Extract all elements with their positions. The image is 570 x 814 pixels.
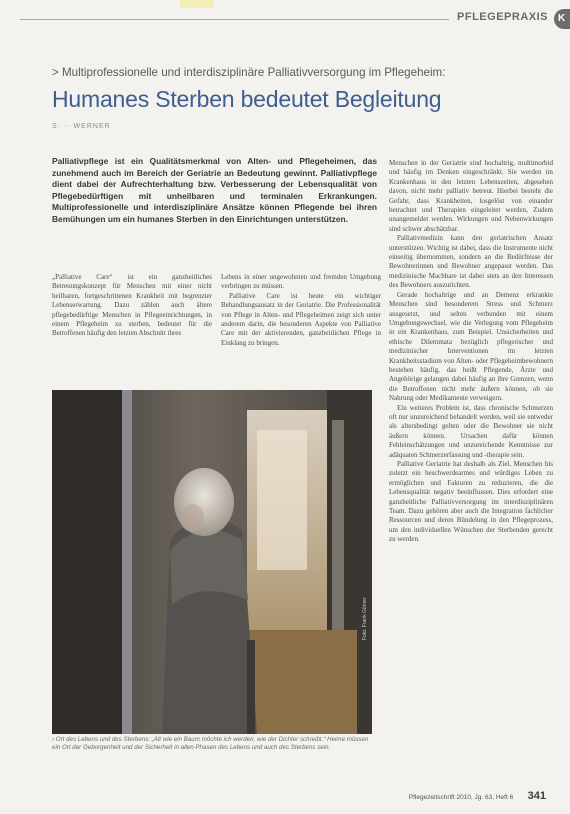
article-author: S· ·· WERNER	[52, 123, 111, 130]
journal-reference: Pflegezeitschrift 2010, Jg. 63, Heft 6	[408, 794, 514, 801]
section-label: PFLEGEPRAXIS	[449, 11, 548, 23]
paragraph: „Palliative Care“ ist ein ganzheitliches Betreuungskonzept für Menschen mit einer nicht heilbaren, fortgeschrittenen Krankheit mit begrenzter Lebenserwartung. Dazu zählen auch ältere pflegebedürftige Menschen in Pflegeeinrichtungen, in einem Pflegeheim zu sterben, bedeutet für die Betroffenen häufig den letzten Abschnitt ihres	[52, 273, 212, 338]
paragraph: Palliativmedizin kann den geriatrischen Ansatz unterstützen. Wichtig ist dabei, dass die Instrumente nicht einseitig übernommen, sondern an die Bedürfnisse der Bewohnerinnen und Bewohner angepasst werden. Das medizinische Machbare ist dabei stets an den Interessen des Bewohners auszurichten.	[389, 234, 553, 290]
paragraph: Gerade hochaltrige und an Demenz erkrankte Menschen sind besonderem Stress und Schmerz ausgesetzt, und selten verbunden mit einem Umgebungswechsel, wie die Verlegung vom Pflegeheim in ein Krankenhaus, zum Beispiel. Unsicherheiten und ethische Dilemmata bezüglich pflegerischer und medizinischer Interventionen im letzten Krankheitsstadium von Alten- oder Pflegeheimbewohnern bestehen häufig, das heißt Pflegende, Ärzte und Angehörige gelangen dabei häufig an ihre Grenzen, wenn die Betroffenen nicht mehr äußern können, ob sie Nahrung oder Medikamente verweigern.	[389, 290, 553, 403]
page-footer	[409, 786, 546, 804]
running-header	[0, 0, 570, 34]
body-column-3	[389, 159, 553, 545]
photo-credit: Foto: Frank Görner	[362, 597, 368, 640]
body-column-2	[221, 273, 381, 348]
section-tab	[554, 9, 570, 29]
paragraph: Lebens in einer ungewohnten und fremden Umgebung verbringen zu müssen.	[221, 273, 381, 291]
body-column-1	[52, 273, 212, 339]
photo-illustration	[52, 390, 372, 734]
article-lead: Palliativpflege ist ein Qualitätsmerkmal von Alten- und Pflegeheimen, das zunehmend auch im Bereich der Geriatrie an Bedeutung gewinnt. Palliativpflege dient dabei der Aufrechterhaltung bzw. Verbesserung der Lebensqualität von Pflegebedürftigen mit unheilbaren und terminalen Erkrankungen. Multiprofessionelle und interdisziplinäre Ansätze können Pflegende bei ihren Bemühungen um ein humanes Sterben in den Einrichtungen unterstützen.	[52, 156, 377, 224]
article-title: Humanes Sterben bedeutet Begleitung	[52, 86, 442, 112]
article-kicker: > Multiprofessionelle und interdisziplinäre Palliativversorgung im Pflegeheim:	[52, 66, 446, 79]
page-number: 341	[527, 790, 546, 802]
paragraph: Ein weiteres Problem ist, dass chronische Schmerzen oft nur unzureichend behandelt werden, weil sie entweder als altersbedingt gelten oder die Bewohner sie nicht äußern können. Ursachen dafür können Fehleinschätzungen und unzureichende Kenntnisse zur adäquaten Schmerzerfassung und -therapie sein.	[389, 403, 553, 459]
paragraph: Palliative Care ist heute ein wichtiger Behandlungsansatz in der Geriatrie. Die Professionalität von Pflege in Alten- und Pflegeheimen zeigt sich unter anderem darin, die besonderen Aspekte von Palliative Care mit der aktivierenden, ganzheitlichen Pflege in Einklang zu bringen.	[221, 291, 381, 347]
article-photo	[52, 390, 372, 734]
section-tab-letter: K	[558, 13, 566, 24]
photo-caption: › Ort des Lebens und des Sterbens: „Alt wie ein Baum möchte ich werden, wie der Dichter schreibt.“ Heime müssen ein Ort der Geborgenheit und der Sicherheit in allen Phasen des Lebens und auch des Sterbens sein.	[52, 736, 369, 751]
paragraph: Menschen in der Geriatrie sind hochaltrig, multimorbid und häufig im Denken eingeschränkt. Sie werden im Krankenhaus in den letzten Lebenszeiten, abgesehen davon, nicht mehr palliativ betreut. Hierbei besteht die Gefahr, dass Krankheiten, losgelöst von einander betrachtet und Therapien eingeleitet werden, Zudem unangemeldet werden. Wirkungen und Nebenwirkungen sind schwer abschätzbar.	[389, 159, 553, 233]
paragraph: Palliative Geriatrie hat deshalb als Ziel, Menschen bis zuletzt ein beschwerdearmes und würdiges Leben zu ermöglichen und Faktoren zu reduzieren, die die Lebensqualität negativ beeinflussen. Dies erfordert eine ganzheitliche Palliativversorgung im interdisziplinären Team. Dazu gehören aber auch die Integration fachlicher Ressourcen und deren Bündelung in den Pflegeprozess, um den individuellen Wünschen der Sterbenden gerecht zu werden.	[389, 460, 553, 544]
